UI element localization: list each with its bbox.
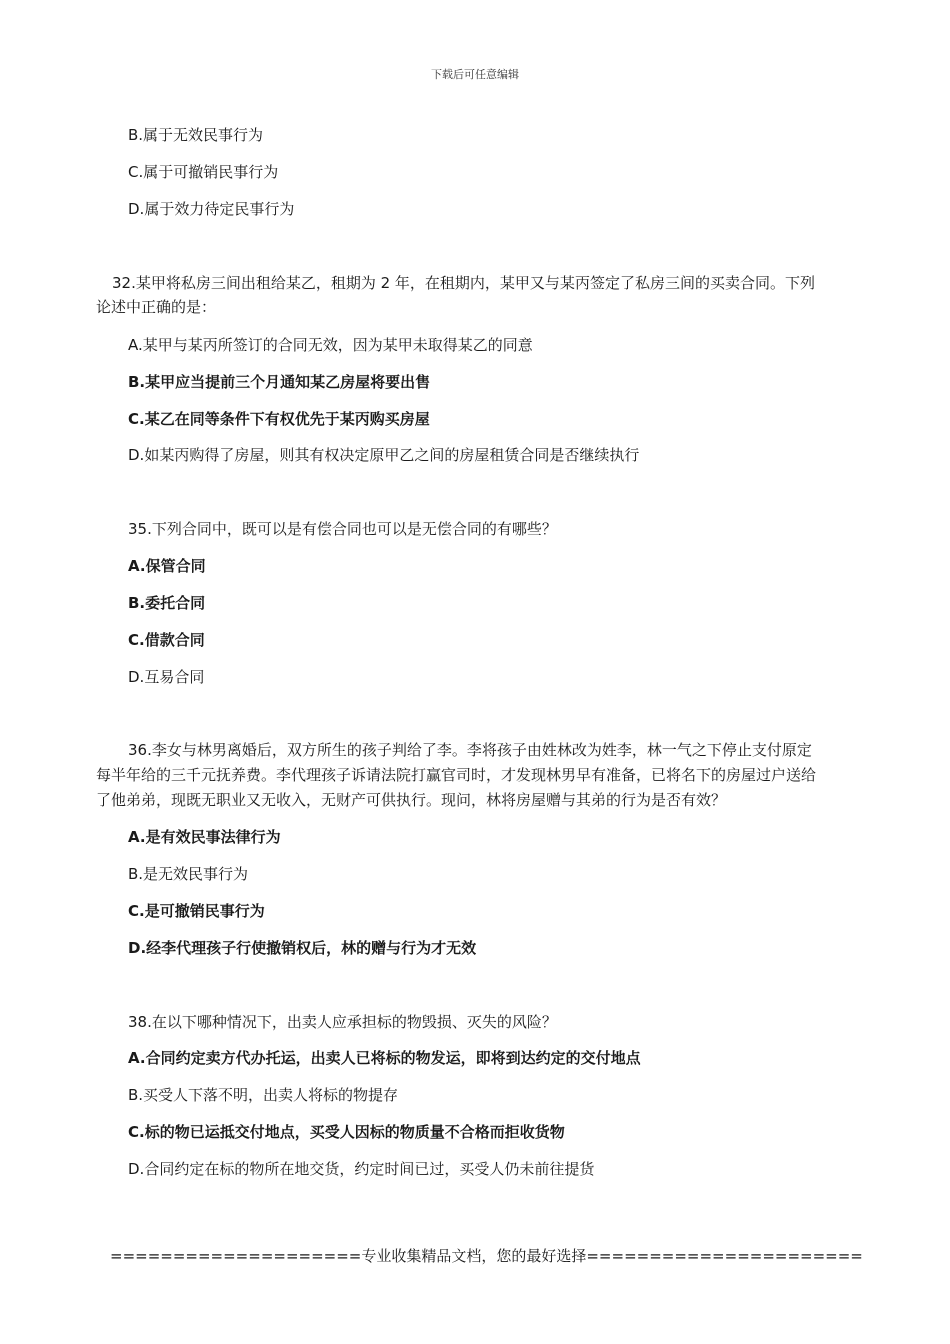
q35-option-a: A.保管合同 [128, 557, 206, 575]
q32-option-a: A.某甲与某丙所签订的合同无效，因为某甲未取得某乙的同意 [128, 336, 533, 354]
q36-stem-line3: 了他弟弟，现既无职业又无收入，无财产可供执行。现问，林将房屋赠与其弟的行为是否有效？ [96, 791, 727, 809]
q38-option-c: C.标的物已运抵交付地点，买受人因标的物质量不合格而拒收货物 [128, 1123, 565, 1141]
q31-option-d: D.属于效力待定民事行为 [128, 200, 295, 218]
q38-stem: 38.在以下哪种情况下，出卖人应承担标的物毁损、灭失的风险？ [128, 1013, 557, 1031]
q36-option-b: B.是无效民事行为 [128, 865, 249, 883]
q36-option-d: D.经李代理孩子行使撤销权后，林的赠与行为才无效 [128, 939, 477, 957]
q35-option-b: B.委托合同 [128, 594, 206, 612]
q31-option-c: C.属于可撤销民事行为 [128, 163, 279, 181]
q35-stem: 35.下列合同中，既可以是有偿合同也可以是无偿合同的有哪些？ [128, 520, 557, 538]
q32-stem-line2: 论述中正确的是： [96, 298, 217, 316]
q38-option-d: D.合同约定在标的物所在地交货，约定时间已过，买受人仍未前往提货 [128, 1160, 595, 1178]
q31-option-b: B.属于无效民事行为 [128, 126, 264, 144]
q35-option-d: D.互易合同 [128, 668, 205, 686]
q36-option-a: A.是有效民事法律行为 [128, 828, 281, 846]
page-header: 下载后可任意编辑 [431, 68, 519, 81]
q35-option-c: C.借款合同 [128, 631, 205, 649]
q36-stem-line2: 每半年给的三千元抚养费。李代理孩子诉请法院打赢官司时，才发现林男早有准备，已将名下的房屋过户送给 [96, 766, 817, 784]
q36-stem-line1: 36.李女与林男离婚后，双方所生的孩子判给了李。李将孩子由姓林改为姓李，林一气之下停止支付原定 [128, 741, 812, 759]
q38-option-a: A.合同约定卖方代办托运，出卖人已将标的物发运，即将到达约定的交付地点 [128, 1049, 641, 1067]
page-footer: ====================专业收集精品文档，您的最好选择====================== [110, 1247, 863, 1265]
q32-stem-line1: 32.某甲将私房三间出租给某乙，租期为 2 年，在租期内，某甲又与某丙签定了私房三间的买卖合同。下列 [112, 274, 815, 292]
q38-option-b: B.买受人下落不明，出卖人将标的物提存 [128, 1086, 399, 1104]
q32-option-d: D.如某丙购得了房屋，则其有权决定原甲乙之间的房屋租赁合同是否继续执行 [128, 446, 640, 464]
q32-option-c: C.某乙在同等条件下有权优先于某丙购买房屋 [128, 410, 430, 428]
q36-option-c: C.是可撤销民事行为 [128, 902, 265, 920]
q32-option-b: B.某甲应当提前三个月通知某乙房屋将要出售 [128, 373, 431, 391]
